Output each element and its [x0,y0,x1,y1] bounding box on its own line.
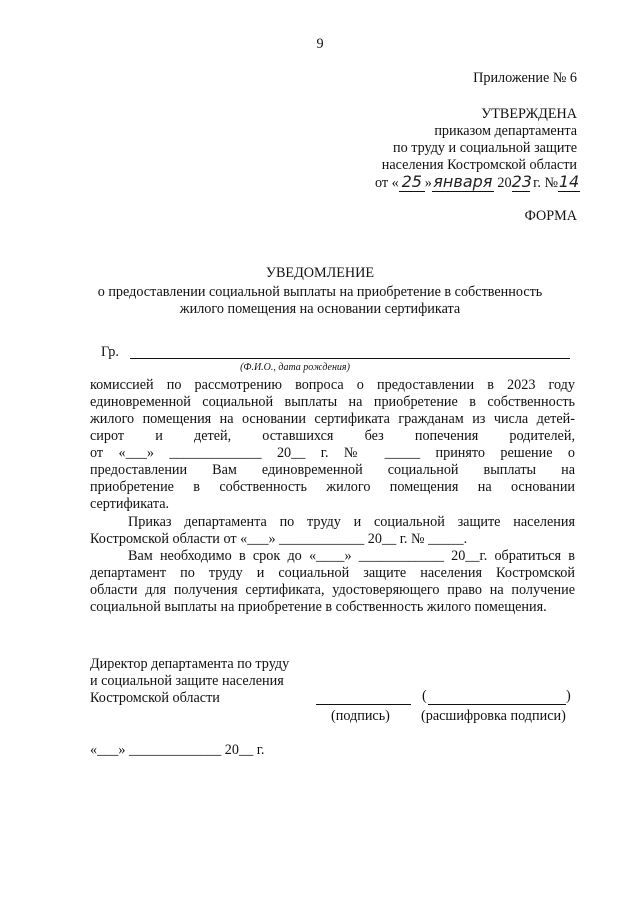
position-line: Директор департамента по труду [90,656,290,672]
approved-label: УТВЕРЖДЕНА [481,106,577,122]
date-day: 25 [399,172,425,192]
document-title: УВЕДОМЛЕНИЕ [265,265,375,281]
approved-line-1: приказом департамента [434,123,577,139]
paragraph-line: социальной выплаты на приобретение в собственность жилого помещения. [90,599,547,615]
director-position [90,656,289,707]
citizen-hint: (Ф.И.О., дата рождения) [240,362,350,373]
paragraph-line: сертификата. [90,496,170,512]
paragraph-line: Вам необходимо в срок до «____» ____________ 20__г. обратиться в [128,548,575,564]
date-suffix: г. № [533,175,558,191]
date-year-prefix: 20 [497,175,512,191]
paragraph-deadline [90,548,575,616]
paragraph-line: Костромской области от «___» ____________ 20__ г. № _____. [90,531,468,547]
decode-paren-close: ) [566,688,571,704]
position-line: и социальной защите населения [90,673,284,689]
form-label: ФОРМА [524,208,577,224]
title-line-1: о предоставлении социальной выплаты на приобретение в собственность [97,284,543,300]
paragraph-order [90,514,575,548]
appendix-label: Приложение № 6 [473,70,577,86]
date-year: 23 [511,172,532,191]
paragraph-line: предоставлении Вам единовременной социальной выплаты на [90,462,575,478]
footer-date: «___» _____________ 20__ г. [90,742,265,758]
approved-line-3: населения Костромской области [381,157,577,173]
paragraph-line: от «___» _____________ 20__ г. № _____ принято решение о [90,445,575,461]
paragraph-line: приобретение в собственность жилого помещения на основании [90,479,575,495]
paragraph-line: единовременной социальной выплаты на приобретение в собственность [90,394,575,410]
signature-line [316,704,411,705]
position-line: Костромской области [90,690,220,706]
paragraph-line: сирот и детей, оставшихся без попечения родителей, [90,428,575,444]
paragraph-line: комиссией по рассмотрению вопроса о предоставлении в 2023 году [90,377,575,393]
citizen-name-line [130,358,570,359]
title-line-2: жилого помещения на основании сертификата [179,301,461,317]
page-number: 9 [316,36,324,52]
paragraph-line: жилого помещения на основании сертификата гражданам из числа детей- [90,411,575,427]
order-number: 14 [558,172,580,191]
paragraph-line: департамент по труду и социальной защите населения Костромской [90,565,575,581]
decode-line [428,704,566,705]
approval-date [375,172,580,192]
approved-line-2: по труду и социальной защите [392,140,577,156]
caption-signature: (подпись) [331,708,390,724]
citizen-label: Гр. [101,344,119,360]
paragraph-line: области для получения сертификата, удостоверяющего право на получение [90,582,575,598]
paragraph-commission [90,377,575,513]
paragraph-line: Приказ департамента по труду и социальной защите населения [128,514,575,530]
caption-decode: (расшифровка подписи) [421,708,566,724]
date-prefix: от « [375,175,399,191]
decode-paren-open: ( [422,688,427,704]
date-mid: » [424,175,432,191]
date-month: января [433,172,493,191]
